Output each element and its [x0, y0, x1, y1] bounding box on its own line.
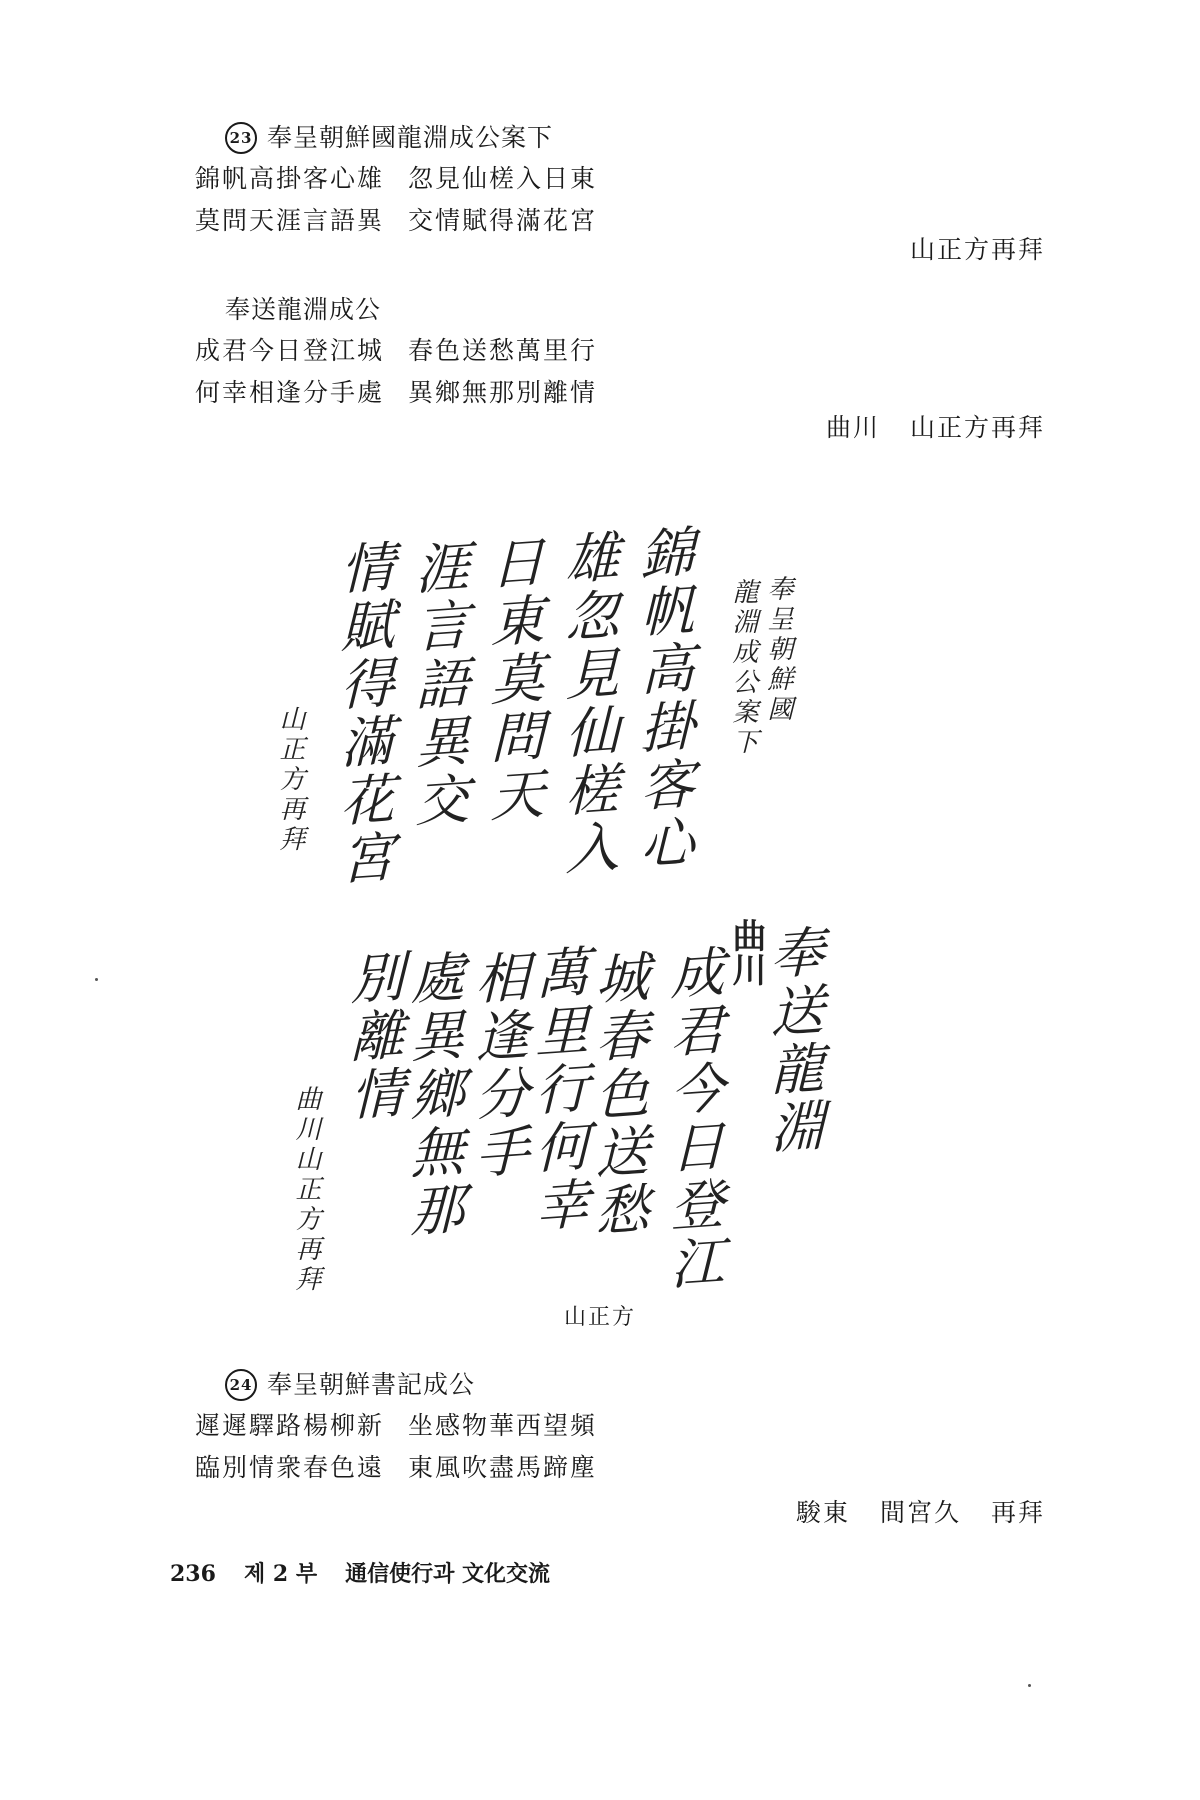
poem-23 [195, 118, 1055, 242]
poem-farewell [195, 290, 1055, 414]
calligraphy-column: 別離情 [342, 947, 405, 1127]
calligraphy-column: 奉送龍淵 [762, 922, 825, 1160]
poem-line [195, 330, 1055, 372]
hemistich: 莫問天涯言語異 [195, 206, 385, 235]
calligraphy-seal: 曲川 [726, 918, 766, 986]
calligraphy-heading: 奉呈朝鮮國 [763, 575, 793, 725]
poem-24-signature [796, 1493, 1045, 1529]
poem-title [225, 1365, 1055, 1405]
calligraphy-column: 城春色送愁 [587, 947, 650, 1243]
hemistich: 成君今日登江城 [195, 336, 385, 365]
scan-speck [95, 978, 98, 981]
poem-24 [195, 1365, 1055, 1489]
page-number: 236 [170, 1561, 216, 1587]
page-footer [170, 1557, 578, 1588]
calligraphy-column: 成君今日登江 [662, 942, 725, 1296]
hemistich: 錦帆高掛客心雄 [195, 164, 385, 193]
calligraphy-column: 日東莫問天 [482, 532, 545, 828]
image-caption: 山正方 [563, 1305, 636, 1330]
calligraphy-column: 涯言語異交 [407, 537, 470, 833]
poem-23-signature: 山正方再拜 [909, 235, 1045, 264]
hemistich: 坐感物華西望頻 [408, 1411, 598, 1440]
calligraphy-column: 萬里行何幸 [527, 942, 590, 1238]
poem-number-badge: 23 [225, 122, 257, 154]
poem-number-badge: 24 [225, 1369, 257, 1401]
calligraphy-column: 雄忽見仙槎入 [557, 527, 620, 881]
calligraphy-signature: 山正方再拜 [275, 705, 305, 855]
hemistich: 異鄉無那別離情 [408, 378, 598, 407]
hemistich: 東風吹盡馬蹄塵 [408, 1453, 598, 1482]
poem-title [225, 118, 1055, 158]
hemistich: 何幸相逢分手處 [195, 378, 385, 407]
section-title: 通信使行과 文化交流 [345, 1561, 550, 1587]
scan-speck [1028, 1684, 1031, 1687]
poem-line [195, 158, 1055, 200]
hemistich: 遲遲驛路楊柳新 [195, 1411, 385, 1440]
calligraphy-column: 情賦得滿花宮 [332, 537, 395, 891]
signature-name: 山正方再拜 [909, 413, 1045, 442]
calligraphy-heading: 龍淵成公案下 [728, 578, 758, 758]
calligraphy-column: 處異鄉無那 [402, 947, 465, 1243]
calligraphy-signature: 曲川山正方再拜 [291, 1085, 321, 1295]
signature-place: 曲川 [825, 413, 880, 442]
hemistich: 臨別情衆春色遠 [195, 1453, 385, 1482]
poem-line [195, 1447, 1055, 1489]
poem-title-text: 奉呈朝鮮國龍淵成公案下 [267, 123, 554, 152]
signature-suffix: 再拜 [990, 1498, 1045, 1527]
calligraphy-column: 相逢分手 [467, 947, 530, 1185]
calligraphy-column: 錦帆高掛客心 [632, 522, 695, 876]
hemistich: 交情賦得滿花宮 [408, 206, 598, 235]
part-label: 제 2 부 [243, 1561, 318, 1587]
signature-place: 駿東 [795, 1498, 850, 1527]
hemistich: 春色送愁萬里行 [408, 336, 598, 365]
poem-line [195, 1405, 1055, 1447]
poem-title: 奉送龍淵成公 [225, 295, 382, 324]
poem-farewell-signature [826, 408, 1045, 444]
hemistich: 忽見仙槎入日東 [408, 164, 598, 193]
poem-title-text: 奉呈朝鮮書記成公 [267, 1370, 476, 1399]
signature-name: 間宮久 [879, 1498, 961, 1527]
